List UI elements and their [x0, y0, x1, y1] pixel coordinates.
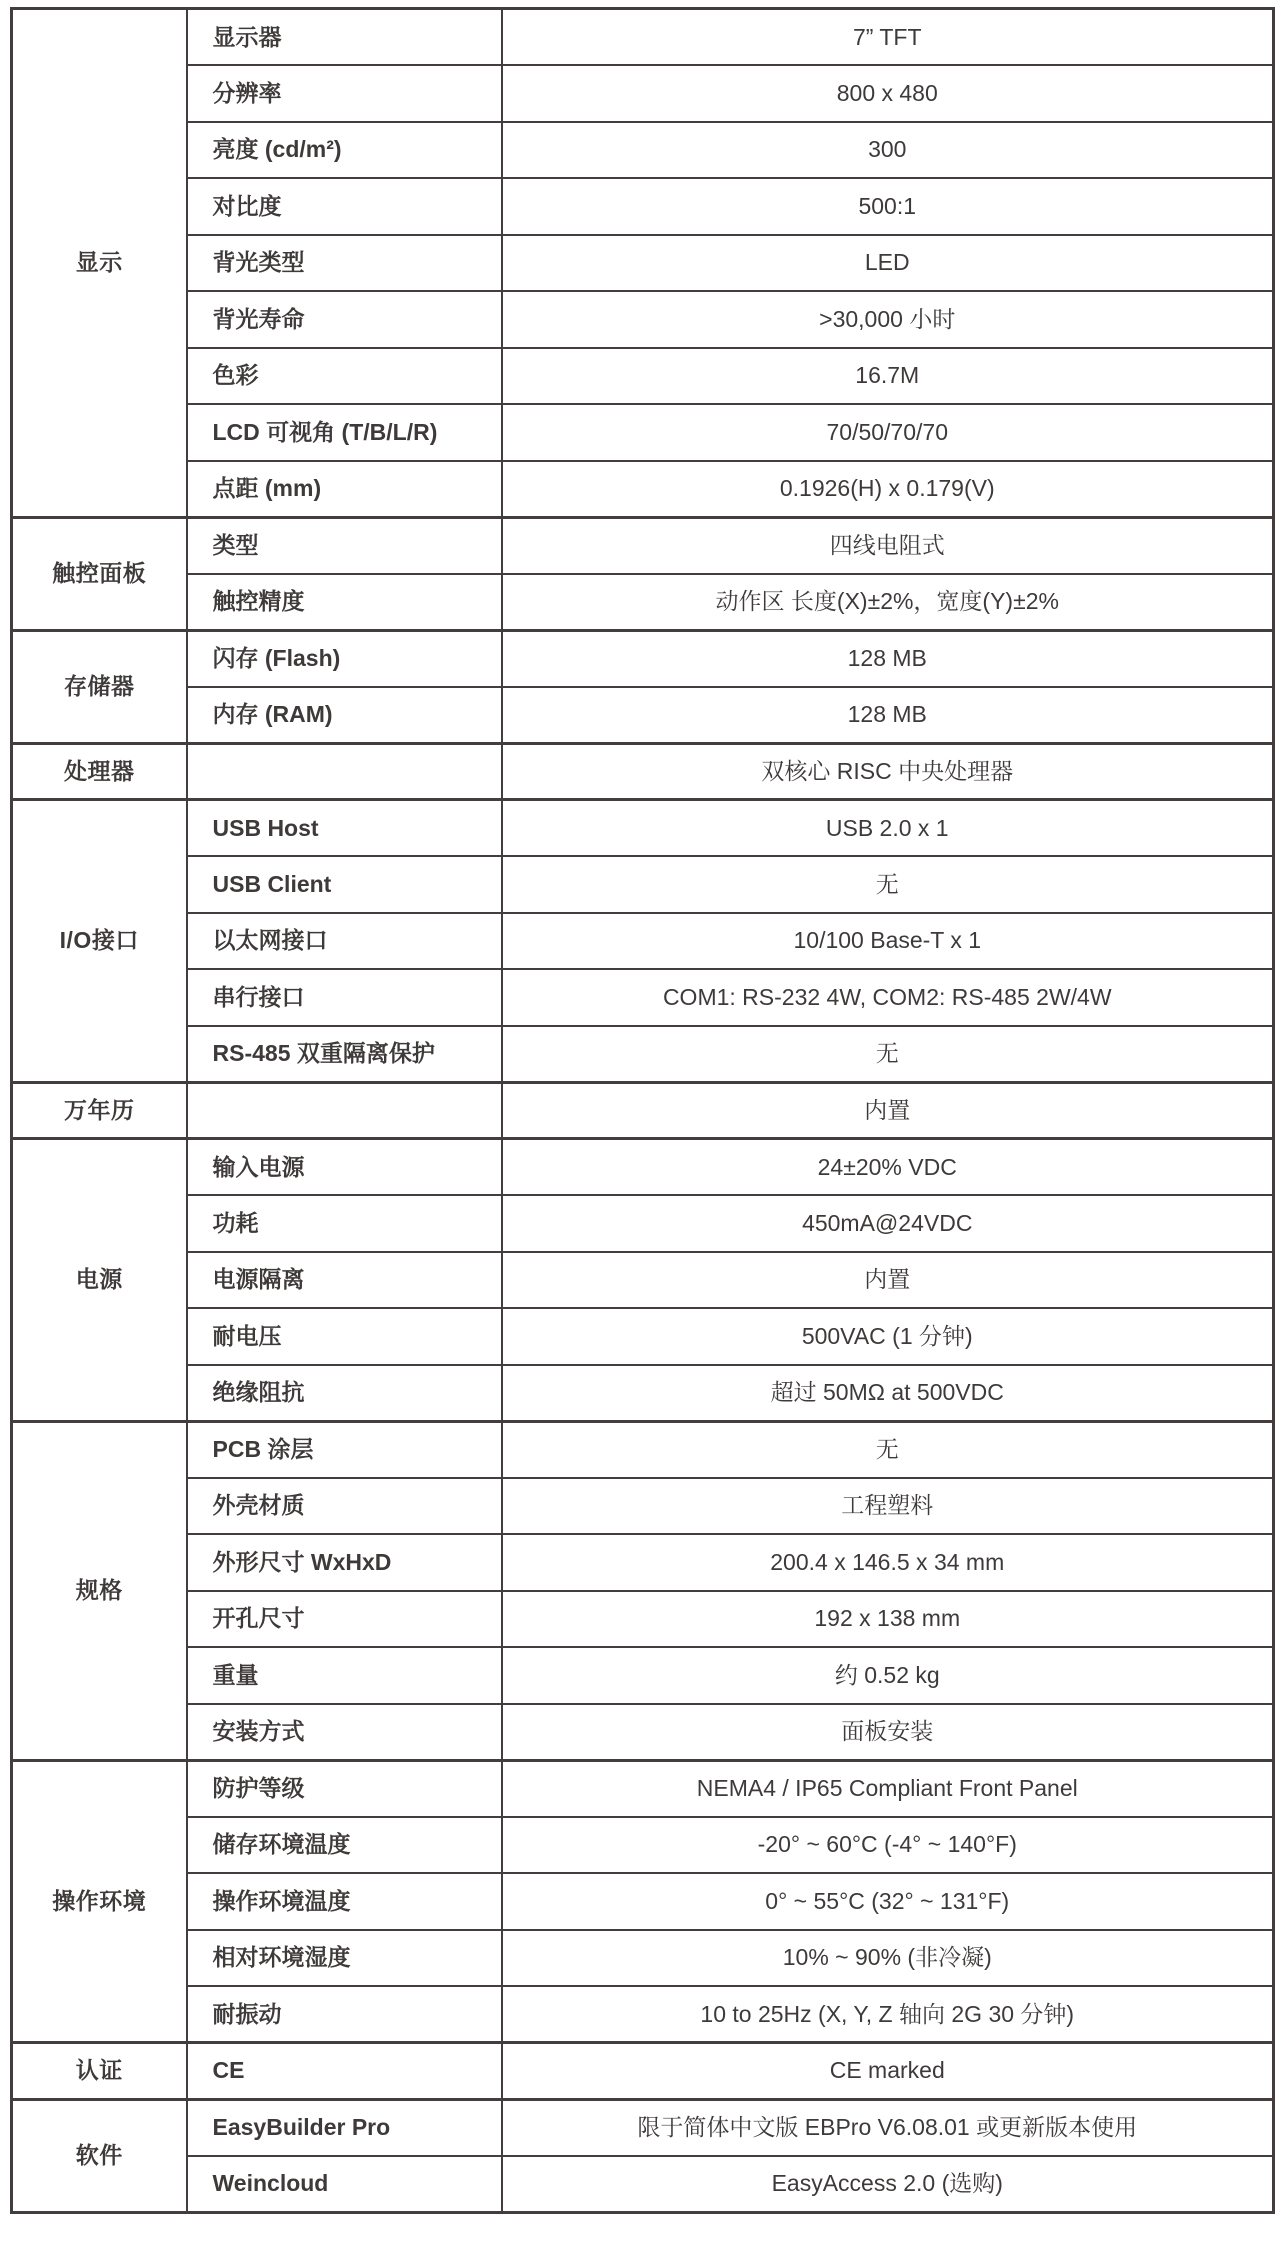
table-row: [12, 122, 1274, 179]
category-cell: 电源: [12, 1139, 187, 1422]
spec-label-cell: 操作环境温度: [187, 1873, 502, 1930]
table-row: [12, 1478, 1274, 1535]
spec-label-cell: 点距 (mm): [187, 461, 502, 518]
spec-label-cell: 功耗: [187, 1195, 502, 1252]
spec-label-cell: 色彩: [187, 348, 502, 405]
spec-value-cell: 200.4 x 146.5 x 34 mm: [502, 1534, 1274, 1591]
spec-label-cell: 储存环境温度: [187, 1817, 502, 1874]
spec-value-cell: CE marked: [502, 2043, 1274, 2100]
table-row: [12, 2156, 1274, 2213]
table-row: [12, 1647, 1274, 1704]
table-row: [12, 1534, 1274, 1591]
spec-value-cell: 0° ~ 55°C (32° ~ 131°F): [502, 1873, 1274, 1930]
spec-value-cell: 0.1926(H) x 0.179(V): [502, 461, 1274, 518]
spec-label-cell: 触控精度: [187, 574, 502, 631]
spec-label-cell: 安装方式: [187, 1704, 502, 1761]
table-row: [12, 969, 1274, 1026]
category-cell: 万年历: [12, 1082, 187, 1139]
spec-value-cell: 双核心 RISC 中央处理器: [502, 743, 1274, 800]
spec-value-cell: -20° ~ 60°C (-4° ~ 140°F): [502, 1817, 1274, 1874]
spec-label-cell: 显示器: [187, 9, 502, 66]
table-row: [12, 2043, 1274, 2100]
spec-value-cell: LED: [502, 235, 1274, 292]
category-cell: 存储器: [12, 630, 187, 743]
spec-value-cell: 128 MB: [502, 630, 1274, 687]
spec-label-cell: 开孔尺寸: [187, 1591, 502, 1648]
spec-label-cell: 以太网接口: [187, 913, 502, 970]
spec-value-cell: 10% ~ 90% (非冷凝): [502, 1930, 1274, 1987]
spec-label-cell: USB Client: [187, 856, 502, 913]
spec-label-cell: 外壳材质: [187, 1478, 502, 1535]
spec-value-cell: 限于简体中文版 EBPro V6.08.01 或更新版本使用: [502, 2099, 1274, 2156]
spec-value-cell: 24±20% VDC: [502, 1139, 1274, 1196]
category-cell: 触控面板: [12, 517, 187, 630]
category-cell: 认证: [12, 2043, 187, 2100]
spec-label-cell: 背光寿命: [187, 291, 502, 348]
spec-value-cell: 无: [502, 1026, 1274, 1083]
table-row: [12, 856, 1274, 913]
category-cell: 操作环境: [12, 1760, 187, 2043]
table-row: [12, 687, 1274, 744]
table-row: [12, 1308, 1274, 1365]
category-cell: 规格: [12, 1421, 187, 1760]
spec-label-cell: 亮度 (cd/m²): [187, 122, 502, 179]
table-row: [12, 913, 1274, 970]
table-row: [12, 800, 1274, 857]
spec-value-cell: COM1: RS-232 4W, COM2: RS-485 2W/4W: [502, 969, 1274, 1026]
spec-value-cell: 500VAC (1 分钟): [502, 1308, 1274, 1365]
spec-label-cell: 耐振动: [187, 1986, 502, 2043]
table-row: [12, 1591, 1274, 1648]
spec-value-cell: 超过 50MΩ at 500VDC: [502, 1365, 1274, 1422]
spec-value-cell: 450mA@24VDC: [502, 1195, 1274, 1252]
table-row: [12, 1873, 1274, 1930]
spec-label-cell: 外形尺寸 WxHxD: [187, 1534, 502, 1591]
spec-value-cell: EasyAccess 2.0 (选购): [502, 2156, 1274, 2213]
table-row: [12, 461, 1274, 518]
table-row: [12, 1704, 1274, 1761]
table-row: [12, 1026, 1274, 1083]
table-row: [12, 1082, 1274, 1139]
table-row: [12, 1139, 1274, 1196]
spec-label-cell: 闪存 (Flash): [187, 630, 502, 687]
spec-table-body: [12, 9, 1274, 2213]
table-row: [12, 1817, 1274, 1874]
table-row: [12, 9, 1274, 66]
spec-label-cell: USB Host: [187, 800, 502, 857]
spec-label-cell: 相对环境湿度: [187, 1930, 502, 1987]
spec-value-cell: 动作区 长度(X)±2%，宽度(Y)±2%: [502, 574, 1274, 631]
spec-label-cell: 防护等级: [187, 1760, 502, 1817]
spec-label-cell: 绝缘阻抗: [187, 1365, 502, 1422]
category-cell: I/O接口: [12, 800, 187, 1083]
spec-value-cell: USB 2.0 x 1: [502, 800, 1274, 857]
category-cell: 处理器: [12, 743, 187, 800]
spec-label-cell: Weincloud: [187, 2156, 502, 2213]
spec-label-cell: 背光类型: [187, 235, 502, 292]
spec-label-cell: [187, 743, 502, 800]
spec-value-cell: 四线电阻式: [502, 517, 1274, 574]
spec-value-cell: 无: [502, 856, 1274, 913]
spec-value-cell: 内置: [502, 1252, 1274, 1309]
spec-label-cell: 输入电源: [187, 1139, 502, 1196]
table-row: [12, 1421, 1274, 1478]
spec-value-cell: 内置: [502, 1082, 1274, 1139]
table-row: [12, 630, 1274, 687]
table-row: [12, 235, 1274, 292]
spec-label-cell: LCD 可视角 (T/B/L/R): [187, 404, 502, 461]
table-row: [12, 1986, 1274, 2043]
spec-label-cell: 电源隔离: [187, 1252, 502, 1309]
table-row: [12, 1365, 1274, 1422]
spec-label-cell: 对比度: [187, 178, 502, 235]
category-cell: 软件: [12, 2099, 187, 2212]
spec-label-cell: [187, 1082, 502, 1139]
spec-value-cell: 800 x 480: [502, 65, 1274, 122]
table-row: [12, 2099, 1274, 2156]
spec-value-cell: >30,000 小时: [502, 291, 1274, 348]
spec-label-cell: EasyBuilder Pro: [187, 2099, 502, 2156]
spec-label-cell: 耐电压: [187, 1308, 502, 1365]
spec-value-cell: 500:1: [502, 178, 1274, 235]
table-row: [12, 574, 1274, 631]
category-cell: 显示: [12, 9, 187, 518]
spec-label-cell: CE: [187, 2043, 502, 2100]
spec-label-cell: 类型: [187, 517, 502, 574]
spec-label-cell: 串行接口: [187, 969, 502, 1026]
spec-value-cell: 约 0.52 kg: [502, 1647, 1274, 1704]
spec-value-cell: 工程塑料: [502, 1478, 1274, 1535]
table-row: [12, 178, 1274, 235]
spec-value-cell: 面板安装: [502, 1704, 1274, 1761]
table-row: [12, 404, 1274, 461]
spec-label-cell: 分辨率: [187, 65, 502, 122]
table-row: [12, 517, 1274, 574]
table-row: [12, 348, 1274, 405]
table-row: [12, 1930, 1274, 1987]
spec-value-cell: 300: [502, 122, 1274, 179]
spec-value-cell: NEMA4 / IP65 Compliant Front Panel: [502, 1760, 1274, 1817]
table-row: [12, 1195, 1274, 1252]
spec-value-cell: 70/50/70/70: [502, 404, 1274, 461]
table-row: [12, 291, 1274, 348]
spec-value-cell: 16.7M: [502, 348, 1274, 405]
table-row: [12, 743, 1274, 800]
spec-label-cell: PCB 涂层: [187, 1421, 502, 1478]
spec-value-cell: 无: [502, 1421, 1274, 1478]
spec-value-cell: 7” TFT: [502, 9, 1274, 66]
spec-label-cell: 重量: [187, 1647, 502, 1704]
spec-value-cell: 10 to 25Hz (X, Y, Z 轴向 2G 30 分钟): [502, 1986, 1274, 2043]
spec-label-cell: 内存 (RAM): [187, 687, 502, 744]
spec-table: [10, 7, 1275, 2214]
table-row: [12, 1760, 1274, 1817]
spec-value-cell: 10/100 Base-T x 1: [502, 913, 1274, 970]
spec-value-cell: 192 x 138 mm: [502, 1591, 1274, 1648]
table-row: [12, 1252, 1274, 1309]
table-row: [12, 65, 1274, 122]
spec-label-cell: RS-485 双重隔离保护: [187, 1026, 502, 1083]
spec-value-cell: 128 MB: [502, 687, 1274, 744]
